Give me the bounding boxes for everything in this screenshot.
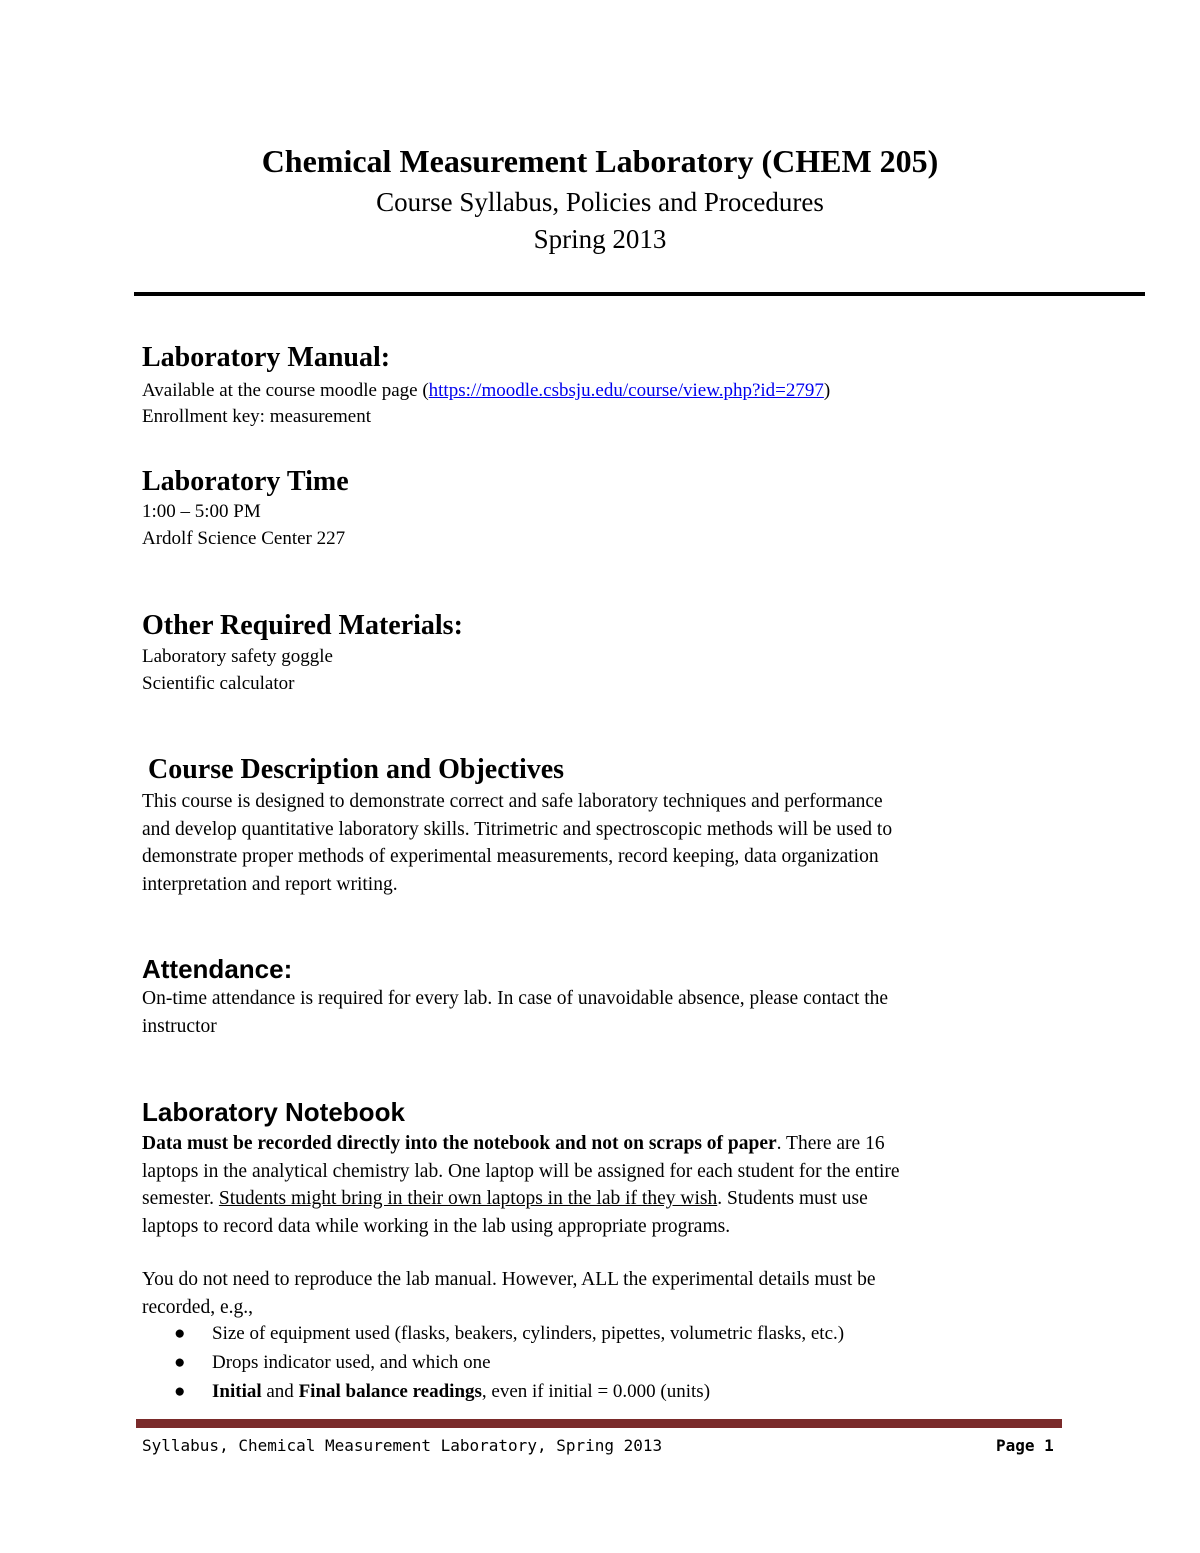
lab-manual-heading: Laboratory Manual: — [142, 342, 391, 373]
attendance-text — [142, 985, 1062, 1040]
document-term: Spring 2013 — [533, 224, 667, 254]
bullet-icon: ● — [174, 1352, 186, 1373]
notebook-line: laptops to record data while working in the lab using appropriate programs. — [142, 1215, 731, 1237]
bullet-icon: ● — [174, 1323, 186, 1344]
notebook-paragraph-2 — [142, 1266, 1062, 1321]
notebook-line-prefix: semester. — [142, 1188, 219, 1209]
material-item: Scientific calculator — [142, 673, 295, 694]
notebook-line-suffix: . Students must use — [717, 1188, 868, 1209]
list-item-text: Drops indicator used, and which one — [212, 1352, 491, 1373]
enrollment-key: Enrollment key: measurement — [142, 406, 371, 427]
notebook-line-rest: . There are 16 — [776, 1133, 885, 1154]
description-line: interpretation and report writing. — [142, 873, 398, 895]
list-item-text: and — [261, 1381, 299, 1402]
lab-location: Ardolf Science Center 227 — [142, 528, 346, 549]
lab-time-value: 1:00 – 5:00 PM — [142, 501, 261, 522]
notebook-line: You do not need to reproduce the lab manual. However, ALL the experimental details must be — [142, 1269, 876, 1290]
document-subtitle: Course Syllabus, Policies and Procedures — [376, 187, 824, 217]
list-item — [174, 1349, 491, 1377]
notebook-line: laptops in the analytical chemistry lab. One laptop will be assigned for each student for the entire — [142, 1160, 900, 1182]
list-item-bold: Initial — [212, 1381, 262, 1402]
description-text — [142, 788, 1062, 898]
description-line: and develop quantitative laboratory skills. Titrimetric and spectroscopic methods will be used to — [142, 818, 893, 840]
description-line: demonstrate proper methods of experimental measurements, record keeping, data organization — [142, 846, 879, 867]
description-line: This course is designed to demonstrate correct and safe laboratory techniques and performance — [142, 791, 883, 812]
lab-manual-suffix: ) — [823, 380, 831, 401]
list-item-text: Size of equipment used (flasks, beakers, cylinders, pipettes, volumetric flasks, etc.) — [212, 1323, 845, 1344]
notebook-bold-rule: Data must be recorded directly into the notebook and not on scraps of paper — [142, 1133, 777, 1154]
attendance-heading: Attendance: — [142, 954, 293, 984]
footer-title: Syllabus, Chemical Measurement Laboratory, Spring 2013 — [142, 1436, 663, 1455]
notebook-heading: Laboratory Notebook — [142, 1097, 405, 1127]
page-number: Page 1 — [996, 1436, 1054, 1455]
notebook-underlined: Students might bring in their own laptops in the lab if they wish — [218, 1188, 718, 1209]
attendance-line: On-time attendance is required for every lab. In case of unavoidable absence, please contact the — [142, 988, 889, 1009]
header-divider — [134, 292, 1145, 296]
description-heading: Course Description and Objectives — [148, 754, 565, 785]
attendance-line: instructor — [142, 1015, 217, 1037]
material-item: Laboratory safety goggle — [142, 646, 333, 667]
lab-time-heading: Laboratory Time — [142, 466, 349, 497]
list-item — [174, 1320, 844, 1348]
materials-heading: Other Required Materials: — [142, 610, 463, 641]
list-item — [174, 1378, 710, 1406]
footer-divider — [136, 1419, 1062, 1428]
notebook-text — [142, 1130, 1062, 1240]
notebook-line: recorded, e.g., — [142, 1296, 253, 1318]
list-item-text: , even if initial = 0.000 (units) — [481, 1381, 711, 1402]
bullet-icon: ● — [174, 1381, 186, 1402]
lab-manual-prefix: Available at the course moodle page ( — [142, 380, 429, 401]
document-title: Chemical Measurement Laboratory (CHEM 205) — [261, 143, 939, 179]
moodle-link[interactable]: https://moodle.csbsju.edu/course/view.php?id=2797 — [428, 380, 824, 401]
list-item-bold: Final balance readings — [298, 1381, 482, 1402]
lab-manual-availability — [142, 378, 830, 404]
